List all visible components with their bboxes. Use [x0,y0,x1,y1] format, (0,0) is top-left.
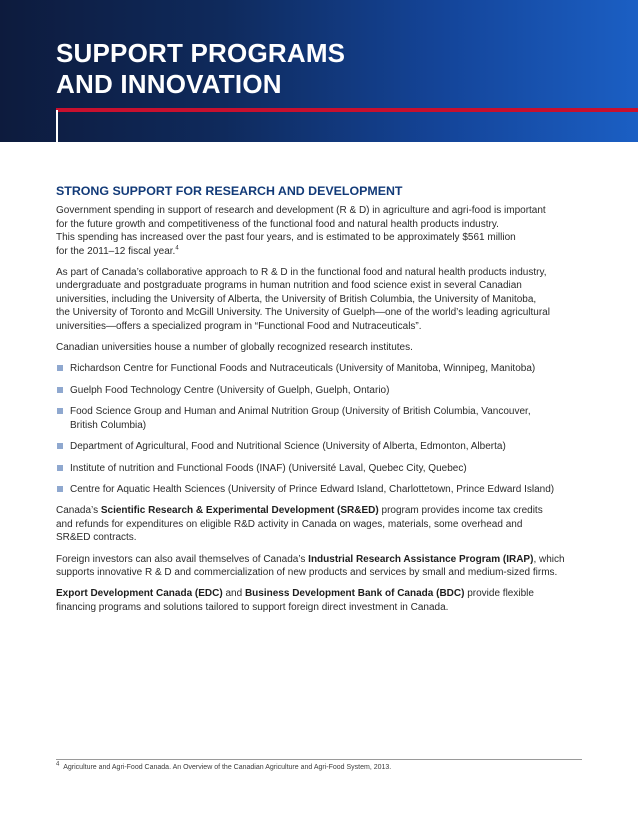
text-line [56,245,582,258]
text-line: supports innovative R & D and commercialization of new products and services by small and medium-sized firms. [56,566,558,578]
section-heading: STRONG SUPPORT FOR RESEARCH AND DEVELOPMENT [56,184,403,198]
list-item [56,462,582,475]
text-segment: Canada’s [56,505,101,517]
list-item-text: Richardson Centre for Functional Foods and Nutraceuticals (University of Manitoba, Winnipeg, Manitoba) [70,363,536,375]
list-item [56,440,582,453]
list-item-text: Food Science Group and Human and Animal Nutrition Group (University of British Columbia, Vancouver, [70,406,531,418]
footnote-divider [56,759,582,760]
footnote-ref: 4 [175,245,179,252]
list-item [56,384,582,397]
text-line: Government spending in support of research and development (R & D) in agriculture and agri-food is important [56,205,546,217]
list-item [56,405,582,432]
institutes-list [56,362,582,496]
text-line: universities—offers a specialized program in “Functional Food and Nutraceuticals”. [56,320,422,332]
text-line: undergraduate and postgraduate programs in human nutrition and food science exist in several Canadian [56,280,522,292]
footnote-text: Agriculture and Agri-Food Canada. An Overview of the Canadian Agriculture and Agri-Food System, 2013. [63,764,392,771]
text-line: universities, including the University of Alberta, the University of British Columbia, the University of Manitoba, [56,293,537,305]
header-banner [0,0,638,142]
program-name-sred: Scientific Research & Experimental Development (SR&ED) [100,505,379,517]
text-segment: Foreign investors can also avail themselves of Canada’s [56,553,309,565]
list-item-text: British Columbia) [70,419,147,431]
org-name-edc: Export Development Canada (EDC) [56,588,223,600]
text-line: for the future growth and competitiveness of the functional food and natural health products industry. [56,218,499,230]
list-item-text: Centre for Aquatic Health Sciences (University of Prince Edward Island, Charlottetown, Prince Edward Island) [70,483,555,495]
bullet-square-icon [57,465,63,471]
text-line [56,587,582,600]
text-line: As part of Canada’s collaborative approach to R & D in the functional food and natural health products industry, [56,267,547,279]
page-title-line-1: SUPPORT PROGRAMS [56,38,346,68]
text-line: Canadian universities house a number of globally recognized research institutes. [56,342,413,354]
org-name-bdc: Business Development Bank of Canada (BDC) [244,588,465,600]
page-title-line-2: AND INNOVATION [56,69,282,99]
paragraph-institutes-intro [56,341,582,354]
banner-vertical-rule [56,110,58,142]
text-line: SR&ED contracts. [56,532,137,544]
text-line: This spending has increased over the past four years, and is estimated to be approximately $561 million [56,232,516,244]
bullet-square-icon [57,365,63,371]
bullet-square-icon [57,408,63,414]
bullet-square-icon [57,486,63,492]
paragraph-sred [56,504,582,544]
list-item-text: Department of Agricultural, Food and Nutritional Science (University of Alberta, Edmonton, Alberta) [70,441,506,453]
list-item [56,483,582,496]
paragraph-universities [56,266,582,333]
list-item-text: Guelph Food Technology Centre (University of Guelph, Guelph, Ontario) [70,384,390,396]
program-name-irap: Industrial Research Assistance Program (IRAP) [308,553,534,565]
text-segment: for the 2011–12 fiscal year. [56,245,176,257]
text-line [56,553,582,566]
bullet-square-icon [57,387,63,393]
paragraph-irap [56,553,582,580]
paragraph-spending [56,204,582,258]
text-segment: and [222,588,245,600]
footnote-number: 4 [56,761,60,768]
footnote [56,763,582,772]
page-title [56,38,345,100]
bullet-square-icon [57,443,63,449]
text-line: and refunds for expenditures on eligible R&D activity in Canada on wages, materials, some overhead and [56,518,523,530]
list-item-text: Institute of nutrition and Functional Foods (INAF) (Université Laval, Quebec City, Quebec) [70,462,467,474]
text-segment: program provides income tax credits [378,505,543,517]
list-item [56,362,582,375]
paragraph-edc-bdc [56,587,582,614]
text-line: financing programs and solutions tailored to support foreign direct investment in Canada. [56,601,449,613]
text-line [56,504,582,517]
text-line: the University of Toronto and McGill University. The University of Guelph—one of the world’s leading agricultural [56,307,550,319]
banner-accent-rule [56,108,638,112]
text-segment: , which [533,553,565,565]
main-content [56,185,582,622]
text-segment: provide flexible [464,588,534,600]
